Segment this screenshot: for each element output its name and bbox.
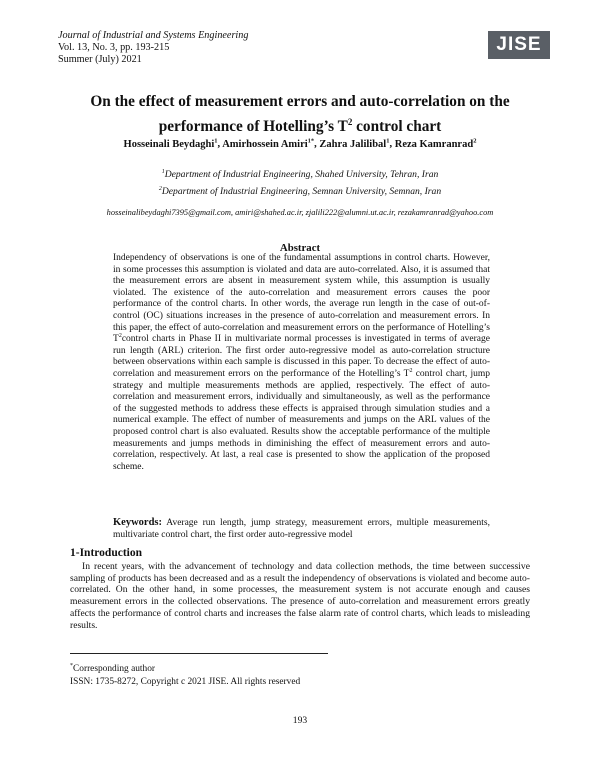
abstract-body: Independency of observations is one of the fundamental assumptions in control charts. However, in some processes this assumption is violated and data are auto-correlated. Also, it is assumed that the measurement errors are absent in measurement system while, this assumption is usually violated. The existence of the auto-correlation and measurement errors causes the poor performance of the control charts. In other words, the average run length in the case of out-of-control (OC) situations increases in the presence of auto-correlation and measurement errors. In this paper, the effect of auto-correlation and measurement errors on the performance of Hotelling’s $T^2control$ charts in Phase II in multivariate normal processes is investigated in terms of average run length (ARL) criterion. The first order auto-regressive model as auto-correlation structure between observations within each sample is discussed in this paper. To decrease the effect of auto-correlation and measurement errors on the performance of the Hotelling’s $T^2$ control chart, jump strategy and multiple measurements methods are applied, respectively. The effect of auto-correlation and measurement errors, individually and simultaneously, as well as the performance of the suggested methods to address these effects is appraised through simulation studies and a numerical example. The effect of number of measurements and jumps on the ARL values of the proposed control chart is also evaluated. Results show the acceptable performance of the multiple measurements and jumps methods in diminishing the effect of measurement errors and auto-correlation, respectively. At last, a real case is presented to show the application of the proposed scheme. — [113, 253, 490, 472]
journal-header — [58, 30, 248, 66]
title-line-1: On the effect of measurement errors and auto-correlation on the — [90, 93, 510, 110]
footnote — [70, 660, 300, 689]
journal-logo: JISE — [488, 31, 550, 59]
author-emails: hosseinalibeydaghi7395@gmail.com, amiri@shahed.ac.ir, zjalili222@alumni.ut.ac.ir, rezakamranrad@yahoo.com — [106, 208, 494, 217]
author: Amirhossein Amiri$^{1*}$ — [222, 137, 315, 150]
journal-name: Journal of Industrial and Systems Engineering — [58, 30, 249, 41]
keywords — [113, 517, 490, 541]
author: Reza Kamranrad$^2$ — [394, 137, 477, 150]
page-number: 193 — [292, 715, 308, 726]
keywords-label: Keywords: — [113, 517, 162, 528]
journal-issue: Summer (July) 2021 — [58, 54, 142, 65]
issn-copyright: ISSN: 1735-8272, Copyright c 2021 JISE. All rights reserved — [70, 677, 301, 688]
affiliation: $^2$Department of Industrial Engineering, Semnan University, Semnan, Iran — [158, 186, 442, 198]
section-heading: 1-Introduction — [70, 547, 142, 559]
author: Hosseinali Beydaghi$^1$ — [123, 137, 218, 150]
title-line-2: performance of Hotelling’s $T^2$ control chart — [158, 117, 442, 136]
affiliation: $^1$Department of Industrial Engineering, Shahed University, Tehran, Iran — [161, 169, 439, 181]
author: Zahra Jalilibal$^1$ — [319, 137, 390, 150]
affiliations — [60, 165, 540, 199]
journal-volume: Vol. 13, No. 3, pp. 193-215 — [58, 42, 170, 53]
paper-title — [60, 92, 540, 137]
corresponding-author-note: *Corresponding author — [70, 663, 156, 675]
section-paragraph: In recent years, with the advancement of technology and data collection methods, the time between successive sampling of products has been decreased and as a result the independency of observations is violated and become auto-correlated. On the other hand, in some processes, the measurement system is not accurate enough and causes measurement errors in the collected observations. The presence of auto-correlation and measurement errors greatly affects the performance of control charts and increases the false alarm rate of control charts, which leads to misleading results. — [70, 561, 530, 631]
abstract-heading: Abstract — [279, 242, 321, 254]
footnote-divider — [70, 653, 328, 654]
keywords-text: Average run length, jump strategy, measurement errors, multiple measurements, multivariate control chart, the first order auto-regressive model — [113, 518, 490, 540]
author-list: Hosseinali Beydaghi$^1$, Amirhossein Amiri$^{1*}$, Zahra Jalilibal$^1$, Reza Kamranrad$^2$ — [123, 137, 477, 150]
